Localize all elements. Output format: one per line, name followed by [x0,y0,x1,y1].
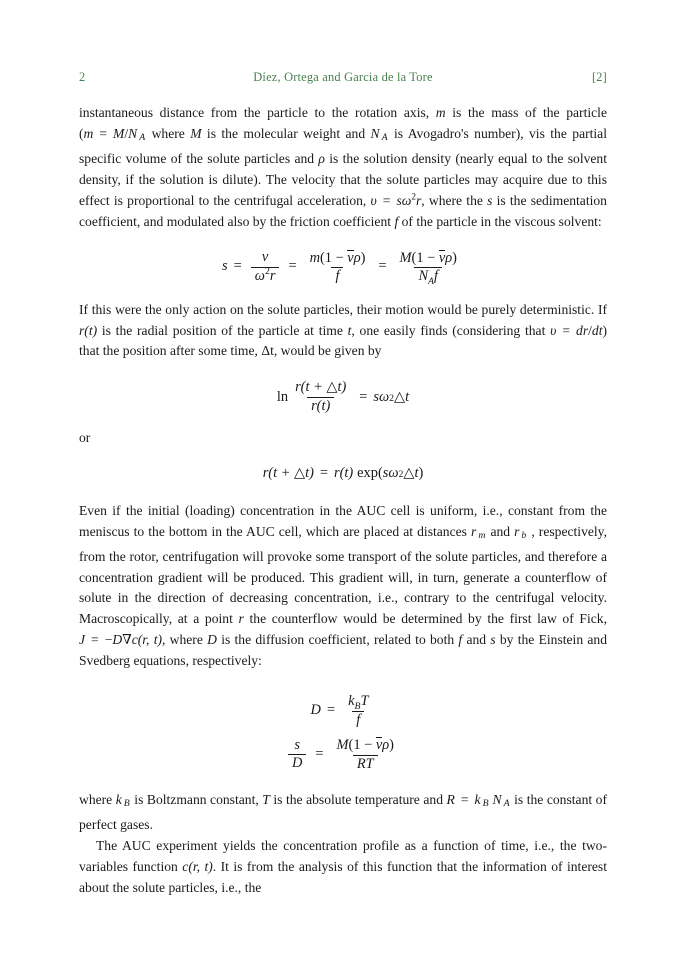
eq3-lhs: r(t + △t) [262,465,314,482]
eq2-denominator: r(t) [307,397,334,415]
p2-text-e: , would be given by [273,343,382,359]
p1-text-a: instantaneous distance from the particle to the rotation axis, [79,105,436,120]
equation-2-row [277,380,409,414]
inline-math-R-eq-kB-NA [446,792,511,810]
eq2-rhs-s: s [373,388,379,405]
p4-text-a: where [79,792,116,808]
eq3-paren-open: ( [377,465,383,482]
eq1-fraction-3 [396,250,461,285]
eq3-arg-omega: ω [388,465,399,482]
p3-text-a: Even if the initial (loading) concentration in the AUC cell is uniform, i.e., constant from the meniscus to the bottom in the AUC cell, which are placed at distances [79,502,607,539]
p2-text-a: If this were the only action on the solute particles, their motion would be purely deterministic. If [79,301,607,317]
symbol-c-of-r-t: c(r, t) [182,859,213,875]
p3-text-d: the counterflow would be determined by the first law of Fick, [243,611,607,627]
im2-N-sub: A [381,132,388,144]
symbol-D: D [207,632,217,648]
eq1-f3-rho: ρ [445,249,453,266]
eq2-numerator: r(t + △t) [295,379,347,396]
eq1-fraction-1 [251,250,280,284]
eq1-equals-1: = [233,258,242,275]
eq1-f1-exp: 2 [264,265,270,277]
symbol-r-m-sub: m [478,529,486,541]
eq4b-lhs-denominator: D [288,754,306,772]
p3-text-c: , respectively, from the rotor, centrifugation will provoke some transport of the solute particles, and therefore a concentration gradient will be produced. This gradient will, in turn, generate a counterflow of solute in the direction of decreasing concentration, i.e., contrary to the centrifugal velocity. Macroscopically, at a point [79,523,607,627]
im3-s: s [396,192,402,208]
im6-k: k [474,792,481,808]
equation-4-stack [285,694,401,772]
eq2-rhs: s ω 2 △t [373,388,410,405]
eq2-equals: = [359,388,368,405]
im-eq: = [99,125,108,141]
eq4b-equals: = [315,746,324,763]
eq1-f2-rho: ρ [353,249,361,266]
p1-text-i: of the particle in the viscous solvent: [398,213,602,229]
eq1-fraction-2 [306,250,370,285]
im6-k-sub: B [482,798,489,810]
paragraph-5 [79,836,607,899]
p3-text-b: and [486,523,515,539]
equation-1-row [222,250,464,285]
eq1-f3-M: M [399,249,412,266]
im6-R: R [446,792,455,808]
eq1-f2-denominator: f [331,267,343,285]
im6-N: N [492,792,502,808]
running-head [79,70,607,88]
eq3-arg-s: s [382,465,389,482]
equation-3-row: r(t + △t) = r(t) exp ( s ω 2 △t ) [262,465,424,482]
equation-1 [79,250,607,285]
p2-text-d: ) that the position after some time, [79,322,607,359]
p2-text-b: is the radial position of the particle at time [97,322,348,338]
im3-v: υ [370,192,377,208]
eq1-f2-open: (1 − [319,249,348,266]
paragraph-2 [79,300,607,363]
eq1-f2-close: ) [360,249,366,266]
equation-4a [311,694,376,728]
symbol-delta-t: Δt [261,343,274,359]
eq4b-lhs-numerator: s [294,736,301,753]
p2-text-c: , one easily finds (considering that [351,322,551,338]
symbol-r: r [238,611,244,627]
symbol-f: f [394,213,399,229]
text-column [79,103,607,899]
equation-4 [79,694,607,772]
eq3-equals: = [319,465,328,482]
paragraph-1 [79,103,607,233]
im-slash: / [124,125,129,141]
im4-dr: dr [576,322,589,338]
p3-text-g: and [462,632,491,648]
p1-text-b: is the mass of the particle ( [79,105,607,141]
p5-text-b: . It is from the analysis of this function that the information of interest about the solute particles, i.e., the [79,859,607,896]
eq2-ln: ln [276,388,289,405]
eq2-rhs-omega: ω [378,388,390,405]
eq1-f3-close: ) [452,249,457,266]
equation-4b [285,737,401,772]
eq2-fraction [291,380,350,414]
im-m: m [83,125,94,141]
im4-slash: / [588,322,592,338]
symbol-r-m: r [471,523,477,539]
page-folio: 2 [79,70,86,84]
eq4b-rho: ρ [382,737,390,754]
im5-D: D [112,632,123,648]
eq4a-lhs: D [310,702,321,719]
im3-eq: = [382,192,391,208]
eq4a-k-sub: B [354,700,361,712]
running-head-authors: Díez, Ortega and Garcia de la Tore [253,70,433,84]
eq4a-k: k [348,693,355,710]
symbol-k: k [115,792,122,808]
eq4b-v: v [375,737,383,754]
equation-2 [79,380,607,414]
eq2-rhs-dt: △t [394,388,410,405]
symbol-r-b-sub: b [521,529,527,541]
im3-exp: 2 [411,191,416,202]
p4-text-c: is the absolute temperature and [269,792,447,808]
im3-r: r [415,192,422,208]
eq1-f2-numerator [306,250,370,268]
eq1-f3-N-sub: A [428,276,435,287]
eq3-exp-label: exp [357,465,378,482]
eq1-lhs: s [222,258,228,275]
paragraph-3 [79,501,607,672]
im6-eq: = [460,792,469,808]
p5-text-a: The AUC experiment yields the concentration profile as a function of time, i.e., the two-variables function [79,838,607,875]
symbol-m: m [435,105,446,120]
p1-text-d: is the molecular weight and [201,125,371,141]
p4-text-b: is Boltzmann constant, [130,792,263,808]
symbol-f-2: f [458,632,463,648]
eq3-arg-dt: △t [403,465,419,482]
p3-text-e: , where [162,632,208,648]
inline-math-m-eq-M-over-NA [83,125,147,144]
p1-text-c: where [146,125,191,141]
symbol-M: M [190,125,202,141]
im5-c: c(r, t) [131,632,163,648]
p1-text-h: is the sedimentation coefficient, and modulated also by the friction coefficient [79,192,607,229]
connector-or: or [79,430,91,446]
symbol-s: s [487,192,493,208]
im5-minus: − [104,632,113,648]
p1-text-g: , where the [421,192,488,208]
eq4b-rhs-numerator [333,737,398,755]
symbol-r-of-t: r(t) [79,322,98,338]
eq1-f1-omega: ω [254,267,265,284]
symbol-t: t [347,322,352,338]
im6-N-sub: A [503,798,510,810]
symbol-T: T [262,792,270,808]
eq3-rt: r(t) [333,465,354,482]
symbol-s-2: s [490,632,496,648]
eq4b-close: ) [389,737,394,754]
paragraph-4 [79,790,607,836]
running-head-marker: [2] [591,70,607,84]
eq4a-T: T [360,693,369,710]
im4-v: υ [550,322,557,338]
eq1-equals-2: = [288,258,297,275]
symbol-r-b: r [514,523,520,539]
im-M: M [113,125,125,141]
im4-dt: dt [591,322,603,338]
eq1-f3-open: (1 − [411,249,439,266]
eq1-f1-denominator [251,267,280,285]
eq1-f3-numerator [396,250,461,268]
eq1-f2-nu: ν [347,249,354,266]
eq4a-numerator [344,694,372,711]
im5-eq: = [91,632,99,648]
eq4b-T: T [365,755,374,772]
eq4a-denominator: f [352,711,364,729]
inline-math-NA [370,125,389,144]
nabla-icon: ∇ [122,632,132,648]
im2-N: N [370,125,380,141]
eq1-f3-denominator [414,267,442,285]
eq4b-rhs-denominator [353,755,378,773]
eq1-f2-m: m [309,249,320,266]
eq1-f3-f: f [434,268,439,285]
im-N-sub: A [139,132,146,144]
p1-text-e: is Avogadro's number), vis the partial specific volume of the solute particles and [79,125,607,166]
symbol-rho: ρ [318,150,325,166]
eq3-paren-close: ) [418,465,424,482]
eq4a-fraction [344,694,372,728]
symbol-k-sub: B [123,798,130,810]
im4-eq: = [562,322,571,338]
inline-math-v-eq-s-omega2-r [371,193,422,208]
equation-3 [79,465,607,482]
eq1-f3-N: N [418,268,429,285]
im-N: N [128,125,138,141]
eq1-equals-3: = [378,258,387,275]
eq4b-rhs-fraction [333,737,398,772]
eq1-f1-numerator: ν [261,249,269,266]
inline-math-v-eq-dr-dt [550,323,602,338]
p3-text-f: is the diffusion coefficient, related to both [216,632,459,648]
eq1-f1-r: r [269,267,276,284]
p4-text-d: is the constant of perfect gases. [79,792,608,833]
im5-J: J [79,632,86,648]
eq4b-R: R [356,755,366,772]
p1-text-f: is the solution density (nearly equal to the solvent density, if the solution is dilute). The velocity that the solute particles may acquire due to this effect is proportional to the centrifugal acceleration, [79,150,608,208]
eq1-f3-nu: ν [438,249,446,266]
eq4b-lhs-fraction [288,738,306,772]
inline-math-ficks-law [79,632,162,647]
im3-omega: ω [401,192,412,208]
p3-text-h: by the Einstein and Svedberg equations, respectively: [79,632,607,669]
eq4b-open: (1 − [348,737,376,754]
eq4a-equals: = [326,702,336,719]
eq4b-M: M [336,737,349,754]
